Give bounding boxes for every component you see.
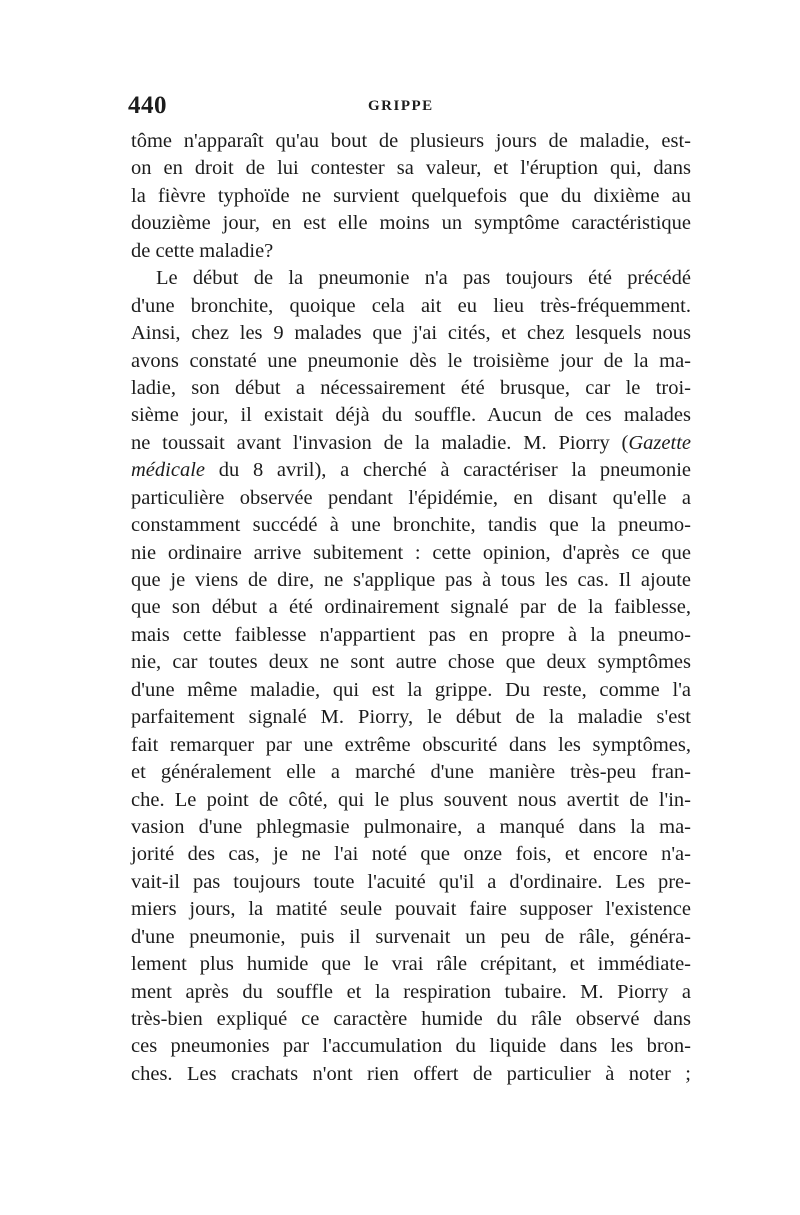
text-line: médicale du 8 avril), a cherché à caractériser la pneumonie (131, 459, 691, 482)
text-line: très-bien expliqué ce caractère humide du râle observé dans (131, 1008, 691, 1030)
text-line: tôme n'apparaît qu'au bout de plusieurs jours de maladie, est- (131, 130, 691, 152)
text-line: vait-il pas toujours toute l'acuité qu'il a d'ordinaire. Les pre- (131, 870, 691, 893)
text-line: vasion d'une phlegmasie pulmonaire, a manqué dans la ma- (131, 815, 691, 838)
text-line: che. Le point de côté, qui le plus souvent nous avertit de l'in- (131, 788, 691, 811)
text-line: que son début a été ordinairement signalé par de la faiblesse, (131, 596, 691, 619)
text-line: ladie, son début a nécessairement été brusque, car le troi- (131, 376, 691, 399)
text-line: d'une bronchite, quoique cela ait eu lieu très-fréquemment. (131, 294, 691, 317)
journal-title: médicale (131, 459, 205, 482)
text-line: constamment succédé à une bronchite, tandis que la pneumo- (131, 514, 691, 537)
text-line: particulière observée pendant l'épidémie, en disant qu'elle a (131, 486, 691, 509)
text-line: ne toussait avant l'invasion de la maladie. M. Piorry (Gazette (131, 431, 691, 454)
text-line: jorité des cas, je ne l'ai noté que onze fois, et encore n'a- (131, 843, 691, 866)
text-line: douzième jour, en est elle moins un symptôme caractéristique (131, 212, 691, 235)
text-line: avons constaté une pneumonie dès le troisième jour de la ma- (131, 349, 691, 372)
body-text (131, 128, 691, 1088)
text-line: que je viens de dire, ne s'applique pas à tous les cas. Il ajoute (131, 569, 691, 591)
text-line: d'une même maladie, qui est la grippe. Du reste, comme l'a (131, 678, 691, 701)
text-line: ces pneumonies par l'accumulation du liquide dans les bron- (131, 1035, 691, 1058)
text-line: et généralement elle a marché d'une manière très-peu fran- (131, 761, 691, 784)
text-line: d'une pneumonie, puis il survenait un peu de râle, généra- (131, 925, 691, 948)
journal-title: Gazette (628, 431, 691, 454)
text-line: ches. Les crachats n'ont rien offert de particulier à noter ; (131, 1062, 691, 1085)
running-head (0, 92, 800, 122)
text-line: mais cette faiblesse n'appartient pas en propre à la pneumo- (131, 623, 691, 646)
text-line: nie ordinaire arrive subitement : cette opinion, d'après ce que (131, 541, 691, 564)
text-line: fait remarquer par une extrême obscurité dans les symptômes, (131, 733, 691, 756)
text-line: Ainsi, chez les 9 malades que j'ai cités, et chez lesquels nous (131, 322, 691, 345)
text-line: on en droit de lui contester sa valeur, et l'éruption qui, dans (131, 157, 691, 180)
text-line: la fièvre typhoïde ne survient quelquefois que du dixième au (131, 184, 691, 207)
text-line: miers jours, la matité seule pouvait faire supposer l'existence (131, 898, 691, 921)
text-line: sième jour, il existait déjà du souffle. Aucun de ces malades (131, 404, 691, 427)
text-line: parfaitement signalé M. Piorry, le début de la maladie s'est (131, 706, 691, 729)
page-number: 440 (128, 92, 167, 119)
text-line: lement plus humide que le vrai râle crépitant, et immédiate- (131, 953, 691, 976)
text-line: Le début de la pneumonie n'a pas toujours été précédé (156, 267, 691, 290)
running-title: GRIPPE (368, 98, 434, 114)
text-line: nie, car toutes deux ne sont autre chose que deux symptômes (131, 651, 691, 674)
text-line: ment après du souffle et la respiration tubaire. M. Piorry a (131, 980, 691, 1003)
text-line: de cette maladie? (131, 239, 274, 262)
